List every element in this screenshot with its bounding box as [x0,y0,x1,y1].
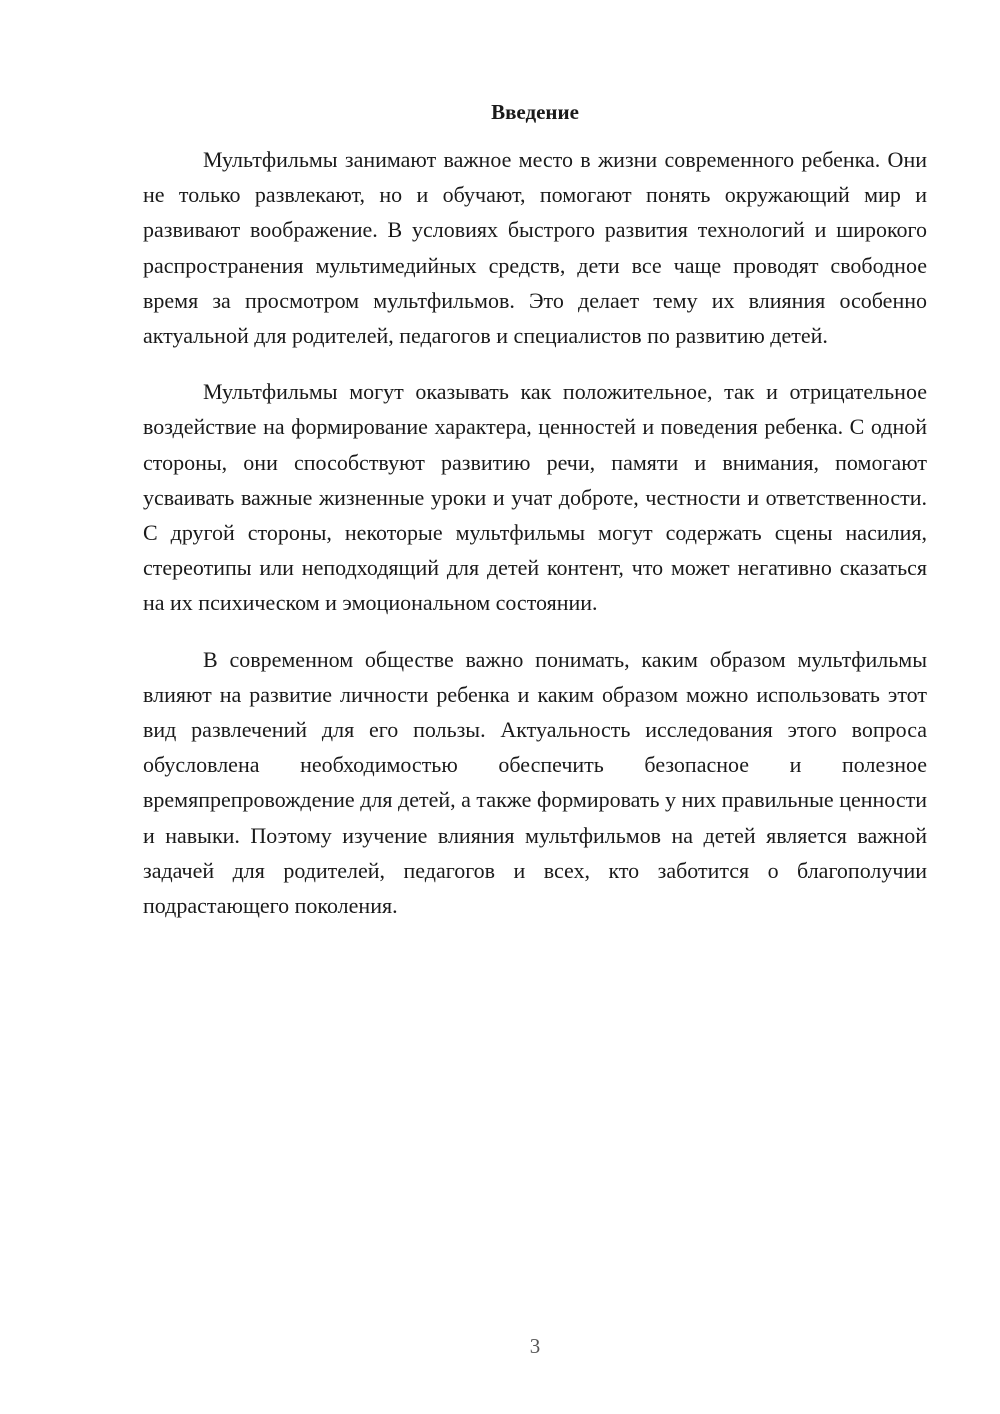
page-number: 3 [529,1334,541,1358]
body-text [143,142,927,944]
paragraph-2: Мультфильмы могут оказывать как положительное, так и отрицательное воздействие на формирование характера, ценностей и поведения ребенка. С одной стороны, они способствуют развитию речи, памяти и внимания, помогают усваивать важные жизненные уроки и учат доброте, честности и ответственности. С другой стороны, некоторые мультфильмы могут содержать сцены насилия, стереотипы или неподходящий для детей контент, что может негативно сказаться на их психическом и эмоциональном состоянии. [143,379,927,616]
section-heading: Введение [491,100,579,124]
paragraph-1: Мультфильмы занимают важное место в жизни современного ребенка. Они не только развлекают, но и обучают, помогают понять окружающий мир и развивают воображение. В условиях быстрого развития технологий и широкого распространения мультимедийных средств, дети все чаще проводят свободное время за просмотром мультфильмов. Это делает тему их влияния особенно актуальной для родителей, педагогов и специалистов по развитию детей. [143,147,927,349]
paragraph-3: В современном обществе важно понимать, каким образом мультфильмы влияют на развитие личности ребенка и каким образом можно использовать этот вид развлечений для его пользы. Актуальность исследования этого вопроса обусловлена необходимостью обеспечить безопасное и полезное времяпрепровождение для детей, а также формировать у них правильные ценности и навыки. Поэтому изучение влияния мультфильмов на детей является важной задачей для родителей, педагогов и всех, кто заботится о благополучии подрастающего поколения. [143,646,927,919]
